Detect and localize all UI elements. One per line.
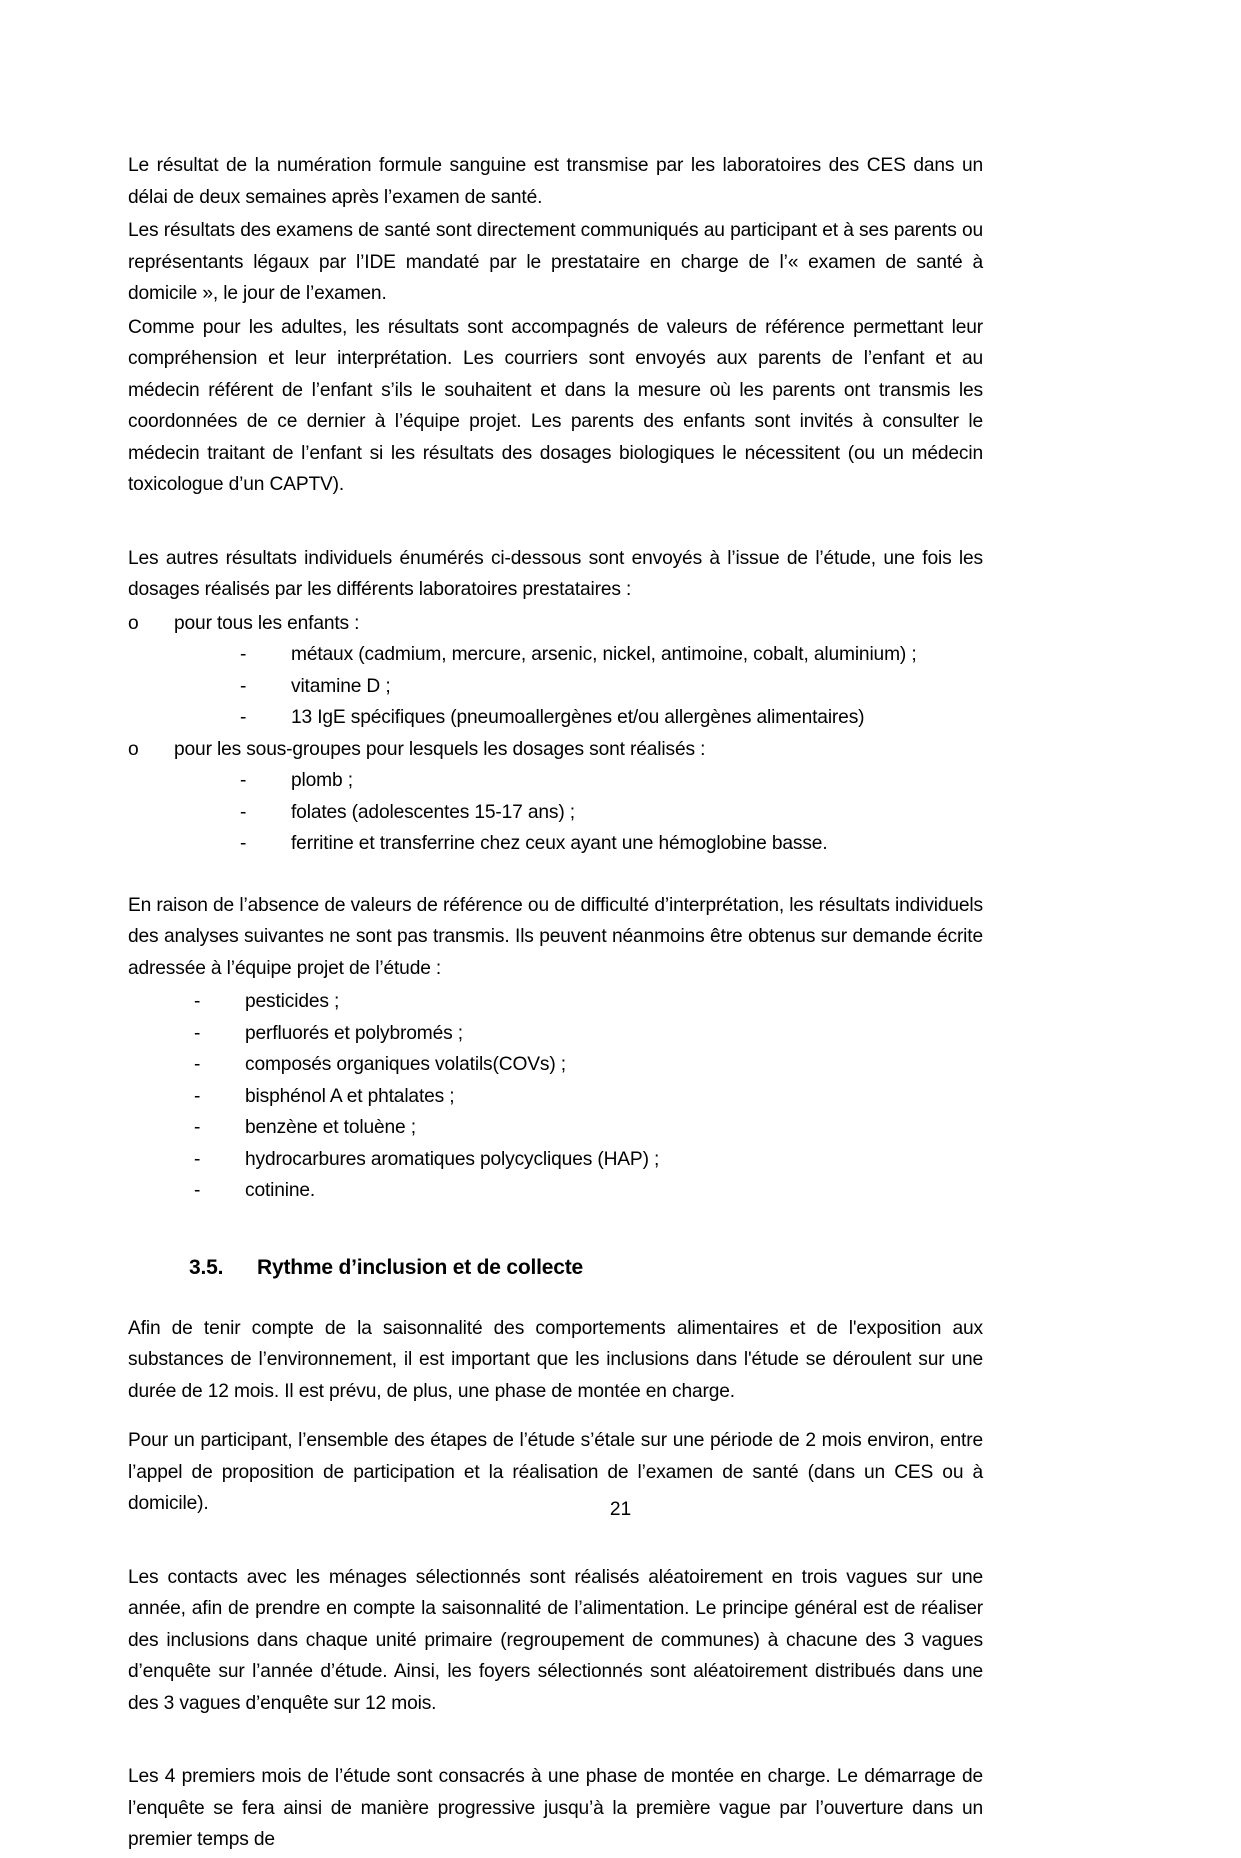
page-title: Rythme d’inclusion et de collecte — [257, 1255, 583, 1279]
list-item-label: pour tous les enfants : — [174, 612, 360, 634]
list-item — [128, 1112, 983, 1144]
page-number-footer: 21 — [609, 1499, 632, 1520]
list-marker-dash-icon: - — [240, 707, 247, 728]
results-sublist-tous-les-enfants — [174, 639, 983, 734]
list-item-label: hydrocarbures aromatiques polycycliques (HAP) ; — [245, 1148, 660, 1170]
list-item-label: bisphénol A et phtalates ; — [245, 1085, 455, 1107]
list-item-label: perfluorés et polybromés ; — [245, 1022, 463, 1044]
results-sublist-sous-groupes — [174, 765, 983, 860]
list-item — [128, 1018, 983, 1050]
paragraph-absence-valeurs-reference: En raison de l’absence de valeurs de référence ou de difficulté d’interprétation, les résultats individuels des analyses suivantes ne sont pas transmis. Ils peuvent néanmoins être obtenus sur demande écrite adressée à l’équipe projet de l’étude : — [128, 894, 983, 979]
paragraph-resultats-examens-sante: Les résultats des examens de santé sont directement communiqués au participant et à ses parents ou représentants légaux par l’IDE mandaté par le prestataire en charge de l’« examen de santé à domicile », le jour de l’examen. — [128, 220, 983, 304]
paragraph-valeurs-reference: Comme pour les adultes, les résultats sont accompagnés de valeurs de référence permettant leur compréhension et leur interprétation. Les courriers sont envoyés aux parents de l’enfant et au médecin référent de l’enfant s’ils le souhaitent et dans la mesure où les parents ont transmis les coordonnées de ce dernier à l’équipe projet. Les parents des enfants sont invités à consulter le médecin traitant de l’enfant si les résultats des dosages biologiques le nécessitent (ou un médecin toxicologue d’un CAPTV). — [128, 316, 983, 495]
results-list-level1 — [128, 608, 983, 860]
list-item — [174, 828, 983, 860]
spacer-after-heading — [128, 1283, 983, 1313]
list-item — [174, 797, 983, 829]
paragraph-contacts-menages: Les contacts avec les ménages sélectionnés sont réalisés aléatoirement en trois vagues sur une année, afin de prendre en compte la saisonnalité de l’alimentation. Le principe général est de réaliser des inclusions dans chaque unité primaire (regroupement de communes) à chacune des 3 vagues d’enquête sur l’année d’étude. Ainsi, les foyers sélectionnés sont aléatoirement distribués dans une des 3 vagues d’enquête sur 12 mois. — [128, 1566, 983, 1714]
list-item-label: folates (adolescentes 15-17 ans) ; — [291, 801, 575, 823]
paragraph-etapes-participant: Pour un participant, l’ensemble des étapes de l’étude s’étale sur une période de 2 mois environ, entre l’appel de proposition de participation et la réalisation de l’examen de santé (dans un CES ou à domicile). — [128, 1430, 983, 1514]
list-item-label: pesticides ; — [245, 991, 340, 1012]
list-marker-dash-icon: - — [194, 1054, 201, 1075]
list-item — [128, 1049, 983, 1081]
list-item — [174, 765, 983, 797]
list-marker-circle-icon: o — [128, 738, 139, 760]
list-marker-dash-icon: - — [194, 1148, 201, 1170]
list-item — [128, 1144, 983, 1176]
list-marker-dash-icon: - — [240, 770, 247, 791]
list-marker-dash-icon: - — [194, 1085, 201, 1107]
paragraph-numeration-formule-sanguine: Le résultat de la numération formule sanguine est transmise par les laboratoires des CES dans un délai de deux semaines après l’examen de santé. — [128, 155, 983, 208]
list-marker-dash-icon: - — [194, 1117, 201, 1138]
spacer-before-contacts — [128, 1522, 983, 1562]
list-marker-dash-icon: - — [240, 833, 247, 854]
section-number: 3.5. — [189, 1255, 224, 1279]
list-item — [174, 671, 983, 703]
paragraph-montee-en-charge: Les 4 premiers mois de l’étude sont consacrés à une phase de montée en charge. Le démarrage de l’enquête se fera ainsi de manière progressive jusqu’à la première vague par l’ouverture dans un premier temps de — [128, 1766, 983, 1850]
list-marker-dash-icon: - — [240, 675, 247, 697]
page-content — [128, 150, 983, 1858]
list-item-label: vitamine D ; — [291, 675, 391, 697]
list-item — [174, 702, 983, 734]
list-marker-dash-icon: - — [194, 1022, 201, 1044]
paragraph-autres-resultats-individuels: Les autres résultats individuels énumérés ci-dessous sont envoyés à l’issue de l’étude, une fois les dosages réalisés par les différents laboratoires prestataires : — [128, 547, 983, 600]
list-marker-circle-icon: o — [128, 612, 139, 634]
list-item — [128, 1081, 983, 1113]
list-item-label: métaux (cadmium, mercure, arsenic, nickel, antimoine, cobalt, aluminium) ; — [291, 644, 917, 665]
list-item-label: composés organiques volatils(COVs) ; — [245, 1054, 566, 1075]
list-item-label: ferritine et transferrine chez ceux ayant une hémoglobine basse. — [291, 833, 828, 854]
list-marker-dash-icon: - — [240, 801, 247, 823]
spacer-before-en-raison — [128, 860, 983, 890]
list-marker-dash-icon: - — [194, 991, 201, 1012]
list-item — [128, 986, 983, 1018]
list-item-label: cotinine. — [245, 1180, 316, 1201]
spacer-before-autres-resultats — [128, 503, 983, 543]
list-item — [174, 639, 983, 671]
spacer-before-heading — [128, 1207, 983, 1253]
list-item — [128, 1175, 983, 1207]
non-transmitted-analyses-list — [128, 986, 983, 1207]
list-marker-dash-icon: - — [240, 644, 247, 665]
list-marker-dash-icon: - — [194, 1180, 201, 1201]
list-item-label: pour les sous-groupes pour lesquels les dosages sont réalisés : — [174, 738, 706, 760]
paragraph-saisonnalite: Afin de tenir compte de la saisonnalité des comportements alimentaires et de l'exposition aux substances de l’environnement, il est important que les inclusions dans l'étude se déroulent sur une durée de 12 mois. Il est prévu, de plus, une phase de montée en charge. — [128, 1317, 983, 1402]
list-item-group-tous-les-enfants — [128, 608, 983, 734]
spacer-before-montee-en-charge — [128, 1721, 983, 1761]
spacer-before-participant — [128, 1409, 983, 1425]
list-item-label: benzène et toluène ; — [245, 1117, 416, 1138]
list-item-label: plomb ; — [291, 770, 353, 791]
list-item-group-sous-groupes — [128, 734, 983, 860]
list-item-label: 13 IgE spécifiques (pneumoallergènes et/ou allergènes alimentaires) — [291, 707, 865, 728]
section-heading-3-5 — [128, 1253, 983, 1283]
